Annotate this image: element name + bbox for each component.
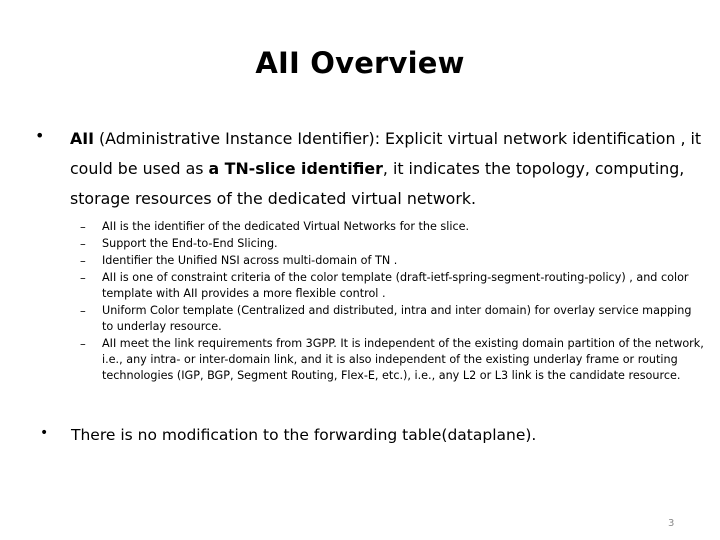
slide-title: AII Overview (255, 46, 465, 80)
list-item (80, 253, 705, 269)
list-item-text: Support the End-to-End Slicing. (102, 237, 278, 250)
list-item-text: AII meet the link requirements from 3GPP. It is independent of the existing domain partition of the network, i.e., any intra- or inter-domain link, and it is also independent of the existing underlay frame or routing technologies (IGP, BGP, Segment Routing, Flex-E, etc.), i.e., any L2 or L3 link is the candidate resource. (102, 337, 704, 382)
aii-term: AII (70, 129, 94, 148)
list-item (80, 336, 705, 384)
bullet-marker: • (35, 126, 45, 145)
list-item (80, 270, 705, 302)
dash-marker: – (80, 220, 86, 234)
list-item (80, 219, 705, 235)
main-bullet-text (70, 124, 710, 214)
main-bullet-segment-2: , it indicates the topology, computing, storage resources of the dedicated virtual network. (70, 159, 685, 208)
list-item-text: AII is the identifier of the dedicated Virtual Networks for the slice. (102, 220, 470, 233)
dash-marker: – (80, 271, 86, 285)
dash-marker: – (80, 254, 86, 268)
bullet-marker: • (40, 425, 49, 441)
tn-slice-identifier-term: a TN-slice identifier (208, 159, 383, 178)
list-item-text: Identifier the Unified NSI across multi-domain of TN . (102, 254, 398, 267)
list-item (80, 236, 705, 252)
list-item-text: AII is one of constraint criteria of the color template (draft-ietf-spring-segment-routing-policy) , and color template with AII provides a more flexible control . (102, 271, 689, 300)
list-item (80, 303, 705, 335)
dash-marker: – (80, 337, 86, 351)
dash-marker: – (80, 237, 86, 251)
sub-bullet-list (80, 219, 705, 385)
list-item-text: Uniform Color template (Centralized and distributed, intra and inter domain) for overlay service mapping to underlay resource. (102, 304, 692, 333)
main-bullet-segment-1: (Administrative Instance Identifier): Explicit virtual network identification , it could be used as (70, 129, 702, 178)
dash-marker: – (80, 304, 86, 318)
page-number: 3 (668, 518, 675, 529)
second-bullet-text: There is no modification to the forwarding table(dataplane). (71, 426, 537, 444)
